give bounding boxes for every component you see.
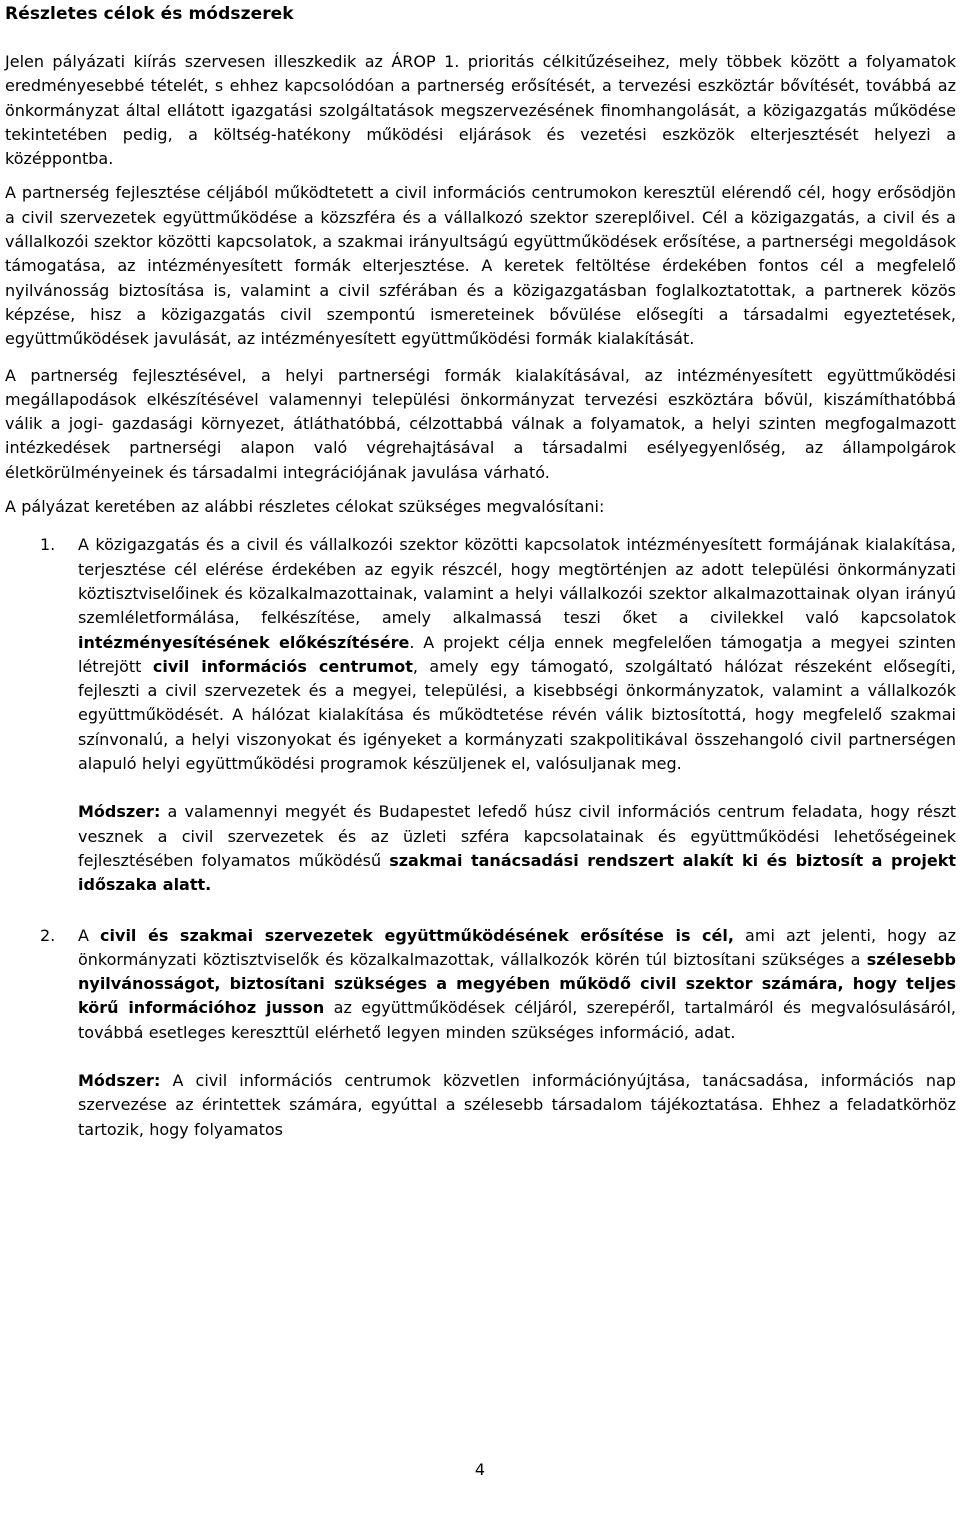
method-paragraph-1: Módszer: a valamennyi megyét és Budapestet lefedő húsz civil információs centrum feladata, hogy részt vesznek a civil szervezetek és az üzleti szféra kapcsolatainak és együttműködési lehetőségeinek fejlesztésében folyamatos működésű szakmai tanácsadási rendszert alakít ki és biztosít a projekt időszaka alatt. xyxy=(78,802,956,895)
method-paragraph-2: Módszer: A civil információs centrumok közvetlen információnyújtása, tanácsadása, információs nap szervezése az érintettek számára, egyúttal a szélesebb társadalom tájékoztatása. Ehhez a feladatkörhöz tartozik, hogy folyamatos xyxy=(78,1070,956,1139)
list-number: 2. xyxy=(40,925,56,945)
paragraph-development: A partnerség fejlesztésével, a helyi partnerségi formák kialakításával, az intézményesített együttműködési megállapodások elkészítésével valamennyi települési önkormányzat tervezési eszköztára bővül, kiszámíthatóbbá válik a jogi- gazdasági környezet, átláthatóbbá, célzottabbá válnak a folyamatok, a helyi szinten megfogalmazott intézkedések partnerségi alapon való végrehajtásával a társadalmi esélyegyenlőség, az állampolgárok életkörülményeinek és társadalmi integrációjának javulása várható. xyxy=(5,365,956,482)
list-item-text: A közigazgatás és a civil és vállalkozói szektor közötti kapcsolatok intézményesített formájának kialakítása, terjesztése cél elérése érdekében az egyik részcél, hogy megtörténjen az adott települési önkormányzati köztisztviselőinek és közalkalmazottainak, valamint a helyi vállalkozói szektor alkalmazottainak olyan irányú szemléletformálása, felkészítése, amely alkalmassá teszi őket a civilekkel való kapcsolatok intézményesítésének előkészítésére. A projekt célja ennek megfelelően támogatja a megyei szinten létrejött civil információs centrumot, amely egy támogató, szolgáltató hálózat részeként elősegíti, fejleszti a civil szervezetek és a megyei, települési, a kisebbségi önkormányzatok, valamint a vállalkozók együttműködését. A hálózat kialakítása és működtetése révén válik biztosítottá, hogy megfelelő szakmai színvonalú, a helyi viszonyokat és igényeket a kormányzati szakpolitikával összehangoló civil partnerségen alapuló helyi együttműködési programok készüljenek el, valósuljanak meg. xyxy=(78,535,956,774)
method-label: Módszer: xyxy=(78,802,161,822)
paragraph-goals-intro: A pályázat keretében az alábbi részletes célokat szükséges megvalósítani: xyxy=(5,497,605,517)
list-item-1 xyxy=(5,533,956,776)
document-page xyxy=(5,0,956,1142)
list-item-2 xyxy=(5,924,956,1045)
section-heading: Részletes célok és módszerek xyxy=(5,4,294,24)
paragraph-intro: Jelen pályázati kiírás szervesen illeszkedik az ÁROP 1. prioritás célkitűzéseihez, mely többek között a folyamatok eredményesebbé tételét, s ehhez kapcsolódóan a partnerség erősítését, a tervezési eszköztár bővítését, továbbá az önkormányzat által ellátott igazgatási szolgáltatások megszervezésének finomhangolását, a közigazgatás működése tekintetében pedig, a költség-hatékony működési eljárások és vezetési eszközök elterjesztését helyezi a középpontba. xyxy=(5,52,956,169)
page-number: 4 xyxy=(474,1460,486,1479)
paragraph-partnership: A partnerség fejlesztése céljából működtetett a civil információs centrumokon keresztül elérendő cél, hogy erősödjön a civil szervezetek együttműködése a közszféra és a vállalkozó szektor szereplőivel. Cél a közigazgatás, a civil és a vállalkozói szektor közötti kapcsolatok, a szakmai irányultságú együttműködések erősítése, a partnerségi megoldások támogatása, az intézményesített formák elterjesztése. A keretek feltöltése érdekében fontos cél a megfelelő nyilvánosság biztosítása is, valamint a civil szférában és a közigazgatásban foglalkoztatottak, a partnerek közös képzése, hisz a közigazgatás civil szempontú ismereteinek bővülése elősegíti a társadalmi egyeztetések, együttműködések javulását, az intézményesített együttműködési formák kialakítását. xyxy=(5,183,956,349)
list-item-text: A civil és szakmai szervezetek együttműködésének erősítése is cél, ami azt jelenti, hogy az önkormányzati köztisztviselők és közalkalmazottak, vállalkozók körén túl biztosítani szükséges a szélesebb nyilvánosságot, biztosítani szükséges a megyében működő civil szektor számára, hogy teljes körű információhoz jusson az együttműködések céljáról, szerepéről, tartalmáról és megvalósulásáról, továbbá esetleges kereszttül elérhető legyen minden szükséges információ, adat. xyxy=(78,925,957,1042)
method-label: Módszer: xyxy=(78,1070,161,1090)
list-number: 1. xyxy=(40,535,56,555)
